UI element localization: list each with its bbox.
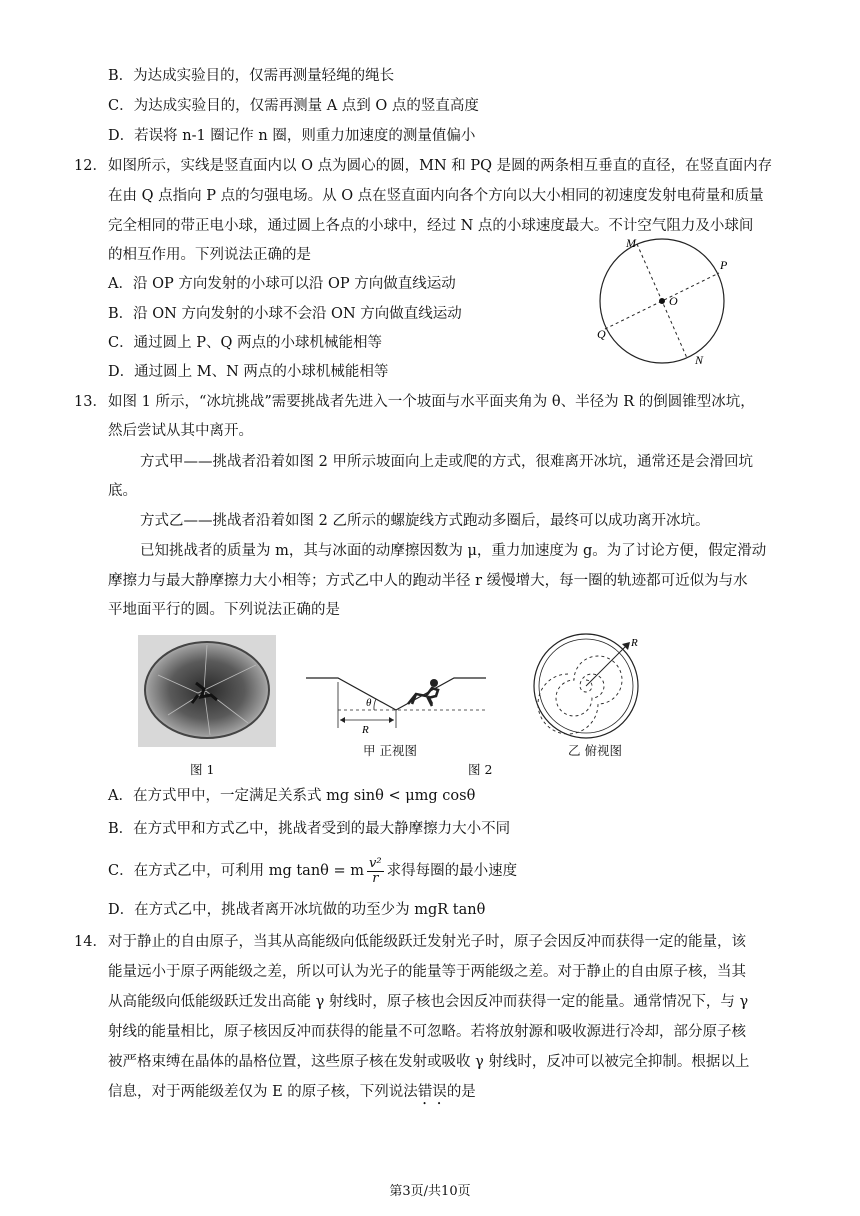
label-q: Q — [597, 327, 606, 341]
spiral-path — [538, 656, 622, 734]
q12-option-b: B．沿 ON 方向发射的小球不会沿 ON 方向做直线运动 — [108, 306, 462, 322]
front-view-figure — [304, 640, 494, 735]
q13-stem-line1: 如图 1 所示，“冰坑挑战”需要挑战者先进入一个坡面与水平面夹角为 θ、半径为 R 的倒圆锥型冰坑， — [108, 394, 755, 410]
theta-label: θ — [366, 697, 372, 709]
q14-line4: 射线的能量相比，原子核因反冲而获得的能量不可忽略。若将放射源和吸收源进行冷却，部分原子核 — [108, 1024, 746, 1040]
q13-method-jia-line2: 底。 — [108, 483, 137, 499]
radius-label: R — [362, 724, 369, 735]
q12-option-d: D．通过圆上 M、N 两点的小球机械能相等 — [108, 364, 389, 380]
q14-line1: 对于静止的自由原子，当其从高能级向低能级跃迁发射光子时，原子会因反冲而获得一定的能量，该 — [108, 934, 746, 950]
q14-line6 — [108, 1082, 476, 1108]
fraction-denominator: r — [372, 870, 379, 886]
page-footer: 第3页/共10页 — [389, 1184, 471, 1199]
emphasized-wrong: 错误 — [417, 1084, 447, 1100]
label-p: P — [720, 258, 728, 272]
q13-stem-line2: 然后尝试从其中离开。 — [108, 423, 253, 439]
radius-label-top: R — [631, 637, 638, 649]
ice-pit-photo — [138, 635, 276, 747]
q12-stem-line2: 在由 Q 点指向 P 点的匀强电场。从 O 点在竖直面内向各个方向以大小相同的初速度发射电荷量和质量 — [108, 188, 764, 204]
q13-option-b: B．在方式甲和方式乙中，挑战者受到的最大静摩擦力大小不同 — [108, 821, 511, 837]
q13-number: 13． — [74, 394, 107, 410]
q12-number: 12． — [74, 158, 107, 174]
q13-option-c-suffix: 求得每圈的最小速度 — [386, 863, 518, 879]
fig2-caption: 图 2 — [468, 762, 493, 777]
q13-option-a: A．在方式甲中，一定满足关系式 mg sinθ < μmg cosθ — [108, 788, 476, 804]
q13-given-line2: 摩擦力与最大静摩擦力大小相等；方式乙中人的跑动半径 r 缓慢增大，每一圈的轨迹都可近似为与水 — [108, 573, 748, 589]
q12-option-a: A．沿 OP 方向发射的小球可以沿 OP 方向做直线运动 — [108, 276, 456, 292]
jia-caption: 甲 正视图 — [363, 743, 417, 758]
fraction-v2-over-r — [367, 857, 384, 886]
q14-line3: 从高能级向低能级跃迁发出高能 γ 射线时，原子核也会因反冲而获得一定的能量。通常情况下，与 γ — [108, 994, 749, 1010]
q13-option-c — [108, 856, 517, 886]
fraction-numerator: v² — [369, 855, 382, 871]
q12-stem-line1: 如图所示，实线是竖直面内以 O 点为圆心的圆，MN 和 PQ 是圆的两条相互垂直的直径，在竖直面内存 — [108, 158, 773, 174]
q12-stem-line4: 的相互作用。下列说法正确的是 — [108, 247, 311, 263]
q12-circle-figure — [592, 236, 752, 376]
q12-option-c: C．通过圆上 P、Q 两点的小球机械能相等 — [108, 335, 382, 351]
label-o: O — [669, 294, 678, 308]
top-view-figure — [524, 628, 656, 740]
label-m: M — [626, 236, 636, 250]
q11-option-b: B．为达成实验目的，仅需再测量轻绳的绳长 — [108, 68, 395, 84]
center-dot — [659, 298, 665, 304]
q14-line5: 被严格束缚在晶体的晶格位置，这些原子核在发射或吸收 γ 射线时，反冲可以被完全抑制。根据以上 — [108, 1054, 750, 1070]
yi-caption: 乙 俯视图 — [568, 743, 622, 758]
q13-given-line1: 已知挑战者的质量为 m，其与冰面的动摩擦因数为 μ，重力加速度为 g。为了讨论方便，假定滑动 — [140, 543, 767, 559]
q13-option-d: D．在方式乙中，挑战者离开冰坑做的功至少为 mgR tanθ — [108, 902, 486, 918]
q14-line6-prefix: 信息，对于两能级差仅为 E 的原子核，下列说法 — [108, 1084, 418, 1100]
label-n: N — [695, 353, 704, 367]
q14-line6-suffix: 的是 — [446, 1084, 476, 1100]
q13-method-yi: 方式乙——挑战者沿着如图 2 乙所示的螺旋线方式跑动多圈后，最终可以成功离开冰坑。 — [140, 513, 710, 529]
q13-given-line3: 平地面平行的圆。下列说法正确的是 — [108, 602, 340, 618]
q13-option-c-prefix: C．在方式乙中，可利用 mg tanθ = m — [108, 863, 365, 879]
q14-number: 14． — [74, 934, 107, 950]
q11-option-d: D．若误将 n-1 圈记作 n 圈，则重力加速度的测量值偏小 — [108, 128, 476, 144]
q11-option-c: C．为达成实验目的，仅需再测量 A 点到 O 点的竖直高度 — [108, 98, 479, 114]
q13-method-jia-line1: 方式甲——挑战者沿着如图 2 甲所示坡面向上走或爬的方式，很难离开冰坑，通常还是会滑回坑 — [140, 454, 753, 470]
fig1-caption: 图 1 — [190, 762, 215, 777]
climber-silhouette — [408, 688, 438, 706]
q14-line2: 能量远小于原子两能级之差，所以可认为光子的能量等于两能级之差。对于静止的自由原子核，当其 — [108, 964, 746, 980]
q12-stem-line3: 完全相同的带正电小球，通过圆上各点的小球中，经过 N 点的小球速度最大。不计空气阻力及小球间 — [108, 218, 754, 234]
pit-profile — [306, 678, 486, 710]
